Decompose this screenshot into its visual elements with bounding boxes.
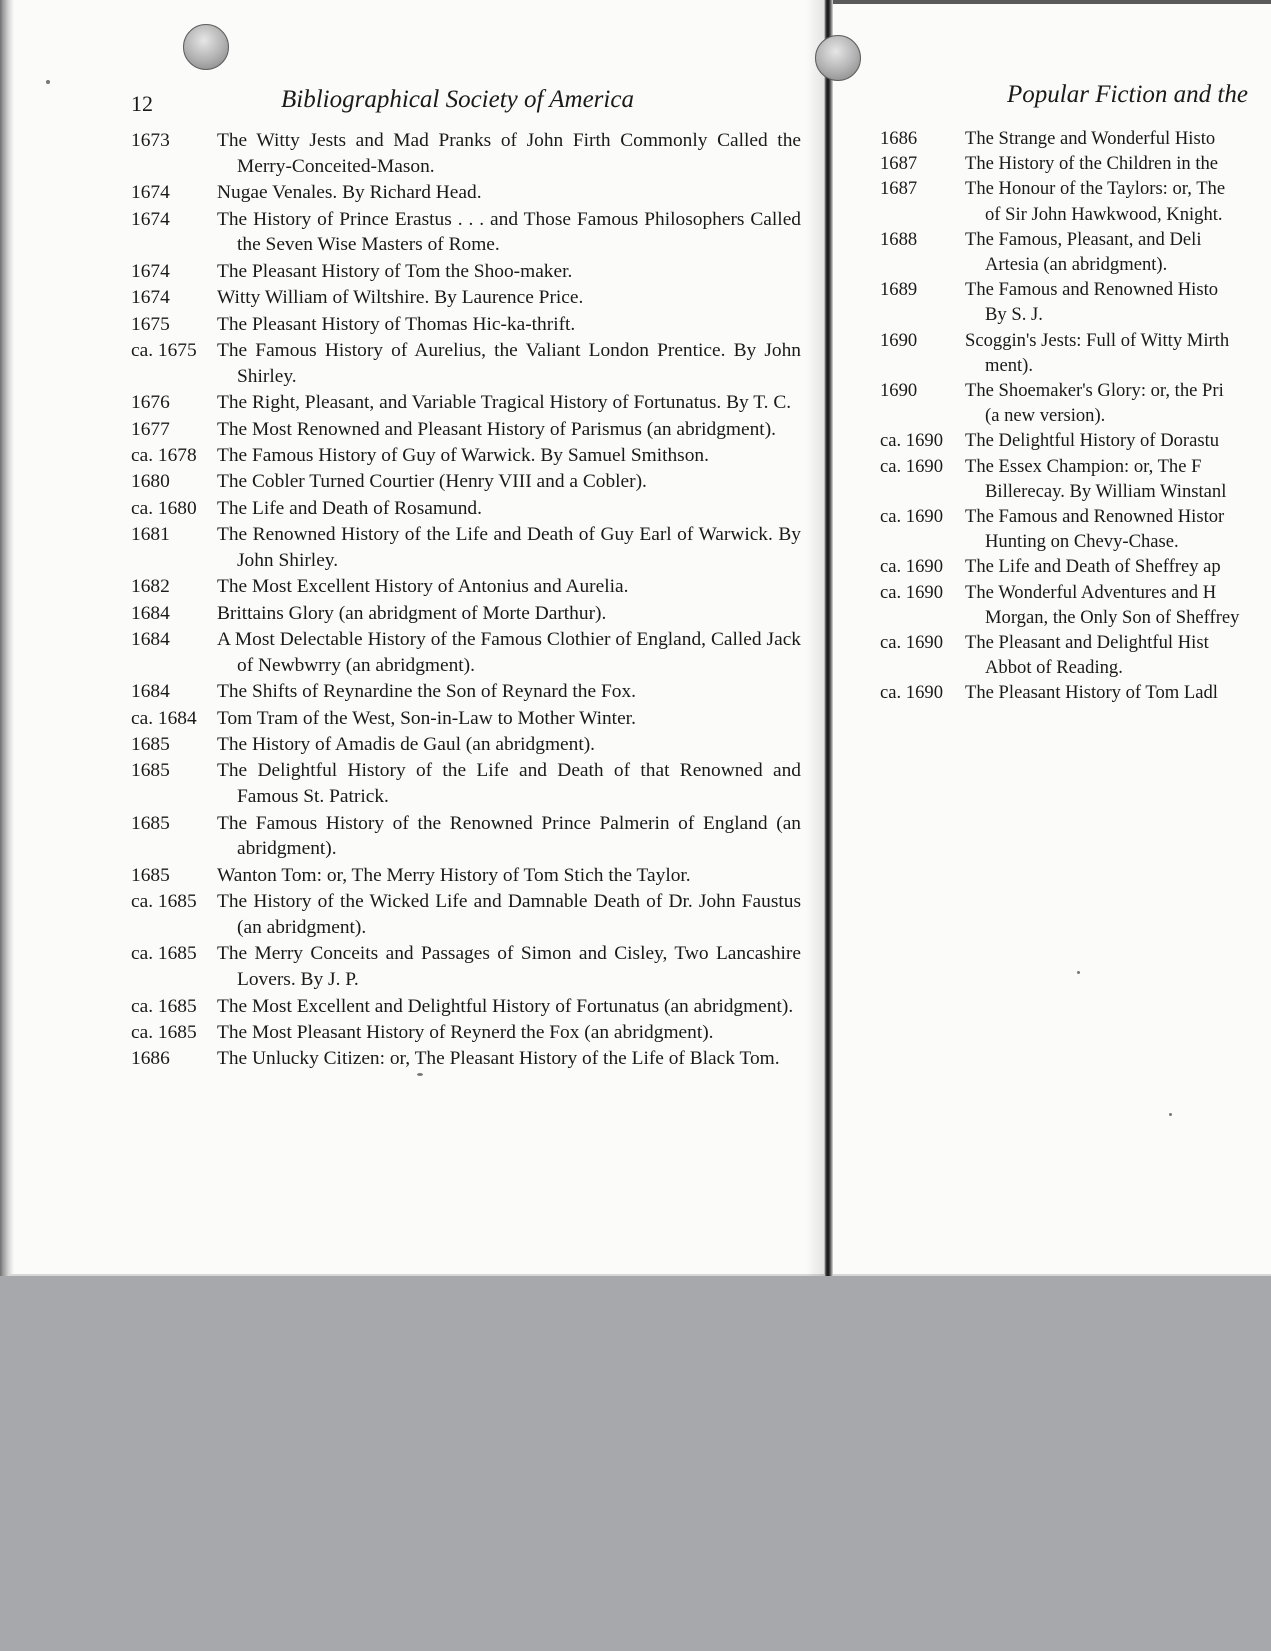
entry-title: The Renowned History of the Life and Death of Guy Earl of Warwick. By John Shirley.: [217, 524, 801, 571]
entry-title: The Famous History of Aurelius, the Valiant London Prentice. By John Shirley.: [217, 339, 801, 387]
entry-year: 1677: [131, 418, 170, 440]
entry-title: The Most Excellent and Delightful History of Fortunatus (an abridgment).: [217, 995, 794, 1017]
entry-year: ca. 1685: [131, 891, 197, 913]
list-item: [131, 994, 801, 1020]
entry-year: ca. 1680: [131, 497, 197, 519]
entry-title: Nugae Venales. By Richard Head.: [217, 182, 482, 204]
book-gutter: [824, 0, 833, 1276]
entry-year: 1688: [880, 228, 918, 250]
entry-year: 1690: [880, 329, 918, 351]
list-item: [880, 126, 1271, 151]
list-item: [131, 338, 801, 390]
entry-year: 1674: [131, 208, 170, 230]
entry-year: ca. 1690: [880, 581, 943, 603]
entry-title: The Right, Pleasant, and Variable Tragical History of Fortunatus. By T. C.: [217, 392, 792, 414]
entry-year: ca. 1685: [131, 943, 197, 965]
entry-year: 1675: [131, 313, 170, 335]
list-item: [131, 889, 801, 941]
entry-title: The Pleasant History of Tom Ladl: [965, 682, 1218, 704]
entry-title: The History of the Children in the: [965, 153, 1219, 175]
chronology-list-left: [131, 128, 801, 1073]
list-item: [131, 1046, 801, 1072]
entry-title: The Cobler Turned Courtier (Henry VIII and a Cobler).: [217, 471, 647, 493]
entry-year: 1682: [131, 576, 170, 598]
entry-title: Tom Tram of the West, Son-in-Law to Mother Winter.: [217, 707, 636, 729]
list-item: [131, 390, 801, 416]
entry-title: The History of Prince Erastus . . . and Those Famous Philosophers Called the Seven Wise Masters of Rome.: [217, 208, 801, 256]
gutter-shadow: [806, 0, 824, 1276]
list-item: [880, 454, 1271, 504]
entry-year: ca. 1685: [131, 1021, 197, 1043]
entry-title: The Shoemaker's Glory: or, the Pri (a new version).: [965, 380, 1224, 427]
entry-year: 1685: [131, 864, 170, 886]
entry-title: The Most Pleasant History of Reynerd the Fox (an abridgment).: [217, 1021, 714, 1043]
list-item: [880, 580, 1271, 630]
list-item: [880, 378, 1271, 428]
list-item: [880, 227, 1271, 277]
entry-year: 1684: [131, 681, 170, 703]
list-item: [880, 428, 1271, 453]
page-number: 12: [131, 91, 153, 116]
entry-title: The Famous History of Guy of Warwick. By Samuel Smithson.: [217, 444, 709, 466]
list-item: [880, 277, 1271, 327]
list-item: [131, 417, 801, 443]
list-item: [131, 522, 801, 574]
punch-hole-right: [815, 35, 861, 81]
entry-title: The Delightful History of Dorastu: [965, 430, 1220, 452]
scan-speck: [46, 80, 50, 84]
list-item: [131, 627, 801, 679]
entry-title: The Honour of the Taylors: or, The of Sir John Hawkwood, Knight.: [965, 178, 1226, 225]
entry-title: The Life and Death of Rosamund.: [217, 497, 482, 519]
scan-speck: [1169, 1113, 1172, 1116]
entry-year: 1681: [131, 524, 170, 546]
list-item: [131, 706, 801, 732]
entry-year: ca. 1684: [131, 707, 197, 729]
entry-year: ca. 1690: [880, 632, 943, 654]
entry-title: The Life and Death of Sheffrey ap: [965, 556, 1221, 578]
entry-title: The Strange and Wonderful Histo: [965, 128, 1216, 149]
entry-title: The Pleasant History of Thomas Hic-ka-thrift.: [217, 313, 576, 335]
running-head-right: Popular Fiction and the: [1007, 81, 1248, 108]
entry-year: ca. 1690: [880, 430, 943, 452]
entry-year: 1686: [131, 1048, 170, 1070]
entry-title: The History of the Wicked Life and Damnable Death of Dr. John Faustus (an abridgment).: [217, 891, 801, 938]
entry-year: 1685: [131, 734, 170, 756]
entry-title: The Wonderful Adventures and H Morgan, the Only Son of Sheffrey: [965, 581, 1240, 628]
entry-title: The Famous History of the Renowned Prince Palmerin of England (an abridgment).: [217, 812, 801, 860]
list-item: [880, 554, 1271, 579]
entry-year: ca. 1685: [131, 995, 197, 1017]
entry-title: The Shifts of Reynardine the Son of Reynard the Fox.: [217, 681, 636, 703]
entry-year: 1674: [131, 287, 170, 309]
entry-title: The Famous, Pleasant, and Deli Artesia (an abridgment).: [965, 228, 1202, 276]
right-page-top-edge: [833, 0, 1271, 4]
entry-title: The Most Renowned and Pleasant History of Parismus (an abridgment).: [217, 418, 776, 440]
list-item: [131, 601, 801, 627]
list-item: [880, 680, 1271, 705]
list-item: [880, 630, 1271, 680]
list-item: [131, 941, 801, 993]
entry-year: 1687: [880, 178, 918, 200]
entry-title: The Unlucky Citizen: or, The Pleasant History of the Life of Black Tom.: [217, 1048, 780, 1070]
scan-speck: [417, 1073, 423, 1076]
entry-title: The Essex Champion: or, The F Billerecay. By William Winstanl: [965, 455, 1227, 502]
entry-year: 1687: [880, 153, 918, 175]
entry-year: 1684: [131, 602, 170, 624]
list-item: [131, 312, 801, 338]
entry-title: The Pleasant and Delightful Hist Abbot of Reading.: [965, 632, 1209, 679]
entry-year: ca. 1675: [131, 339, 197, 361]
list-item: [131, 207, 801, 259]
entry-year: 1674: [131, 182, 170, 204]
list-item: [131, 443, 801, 469]
list-item: [131, 1020, 801, 1046]
list-item: [131, 285, 801, 311]
list-item: [131, 811, 801, 863]
entry-year: ca. 1690: [880, 682, 943, 704]
list-item: [880, 328, 1271, 378]
entry-year: ca. 1690: [880, 556, 943, 578]
entry-year: 1685: [131, 812, 170, 834]
scan-speck: [1077, 971, 1080, 974]
entry-title: Witty William of Wiltshire. By Laurence Price.: [217, 287, 584, 309]
entry-title: The Famous and Renowned Histo By S. J.: [965, 279, 1219, 326]
entry-year: 1674: [131, 260, 170, 282]
entry-title: The Witty Jests and Mad Pranks of John Firth Commonly Called the Merry-Conceited-Mason.: [217, 130, 801, 177]
entry-title: Scoggin's Jests: Full of Witty Mirth ment).: [965, 329, 1230, 376]
entry-title: The Pleasant History of Tom the Shoo-maker.: [217, 260, 573, 282]
list-item: [131, 574, 801, 600]
list-item: [880, 151, 1271, 176]
entry-title: The History of Amadis de Gaul (an abridgment).: [217, 734, 596, 756]
entry-title: Brittains Glory (an abridgment of Morte Darthur).: [217, 602, 607, 624]
entry-title: The Famous and Renowned Histor Hunting on Chevy-Chase.: [965, 506, 1225, 553]
entry-year: ca. 1690: [880, 455, 943, 477]
entry-year: 1680: [131, 471, 170, 493]
entry-year: 1689: [880, 279, 918, 301]
entry-year: ca. 1678: [131, 444, 197, 466]
punch-hole-left: [183, 24, 229, 70]
list-item: [131, 758, 801, 810]
entry-title: The Merry Conceits and Passages of Simon and Cisley, Two Lancashire Lovers. By J. P.: [217, 943, 801, 991]
list-item: [880, 504, 1271, 554]
entry-title: A Most Delectable History of the Famous Clothier of England, Called Jack of Newbwrry (an abridgment).: [217, 629, 801, 676]
list-item: [131, 496, 801, 522]
list-item: [131, 732, 801, 758]
entry-title: The Delightful History of the Life and Death of that Renowned and Famous St. Patrick.: [217, 760, 801, 808]
list-item: [131, 863, 801, 889]
entry-year: 1673: [131, 130, 170, 151]
list-item: [131, 679, 801, 705]
chronology-list-right: [880, 126, 1271, 706]
list-item: [131, 259, 801, 285]
entry-year: 1686: [880, 128, 918, 149]
entry-year: 1685: [131, 760, 170, 782]
entry-year: 1690: [880, 380, 918, 402]
entry-year: ca. 1690: [880, 506, 943, 528]
list-item: [880, 176, 1271, 226]
list-item: [131, 469, 801, 495]
entry-year: 1684: [131, 629, 170, 651]
entry-year: 1676: [131, 392, 170, 414]
entry-title: The Most Excellent History of Antonius and Aurelia.: [217, 576, 629, 598]
scan-left-edge: [0, 0, 14, 1276]
list-item: [131, 128, 801, 180]
entry-title: Wanton Tom: or, The Merry History of Tom Stich the Taylor.: [217, 864, 691, 886]
list-item: [131, 180, 801, 206]
running-head-left: Bibliographical Society of America: [281, 86, 634, 113]
